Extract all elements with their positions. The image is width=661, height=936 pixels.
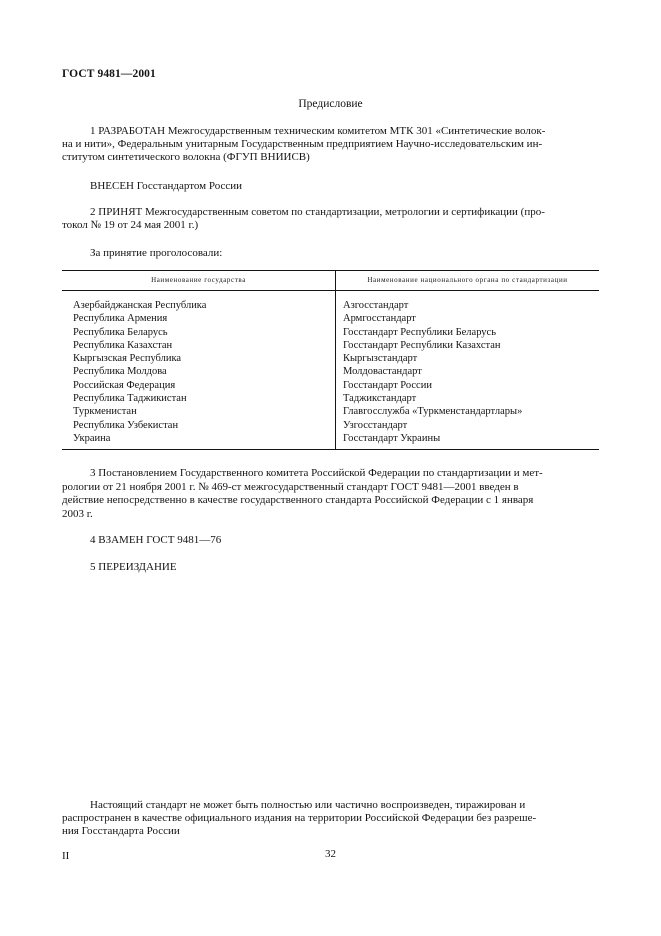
bodies-column <box>336 291 600 450</box>
table-cell: Азгосстандарт <box>343 300 409 311</box>
table-cell: Азербайджанская Республика <box>73 300 207 311</box>
paragraph-line: 2 ПРИНЯТ Межгосударственным советом по стандартизации, метрологии и сертификации (про- <box>90 206 545 218</box>
column-header-state: Наименование государства <box>62 271 336 291</box>
paragraph-replaces: 4 ВЗАМЕН ГОСТ 9481—76 <box>90 534 222 546</box>
paragraph-developed <box>90 125 599 138</box>
paragraph-line: Настоящий стандарт не может быть полностью или частично воспроизведен, тиражирован и <box>90 799 526 811</box>
paragraph-line: токол № 19 от 24 мая 2001 г.) <box>62 219 199 231</box>
paragraph-voted: За принятие проголосовали: <box>90 247 223 259</box>
section-title: Предисловие <box>298 98 363 110</box>
table-cell: Украина <box>73 432 111 444</box>
paragraph-line: распространен в качестве официального издания на территории Российской Федерации без разреше- <box>62 812 537 824</box>
table-cell: Госстандарт Республики Казахстан <box>343 339 501 351</box>
column-header-body: Наименование национального органа по стандартизации <box>336 271 600 291</box>
table-cell: Госстандарт Республики Беларусь <box>343 326 497 338</box>
table-cell: Кыргызская Республика <box>73 353 182 365</box>
table-cell: Узгосстандарт <box>343 419 408 431</box>
paragraph-line: ния Госстандарта России <box>62 825 180 837</box>
paragraph-line: действие непосредственно в качестве государственного стандарта Российской Федерации с 1 января <box>62 494 534 506</box>
paragraph-line: 3 Постановлением Государственного комитета Российской Федерации по стандартизации и мет- <box>90 467 543 479</box>
paragraph-line: рологии от 21 ноября 2001 г. № 469-ст межгосударственный стандарт ГОСТ 9481—2001 введен в <box>62 481 519 493</box>
table-cell: Молдовастандарт <box>343 366 422 378</box>
table-cell: Армгосстандарт <box>343 313 416 325</box>
paragraph-reissue: 5 ПЕРЕИЗДАНИЕ <box>90 561 177 573</box>
table-cell: Республика Беларусь <box>73 326 168 338</box>
page-number: 32 <box>325 848 336 860</box>
table-cell: Российская Федерация <box>73 379 176 391</box>
table-cell: Таджикстандарт <box>343 393 417 405</box>
paragraph-line: 2003 г. <box>62 508 93 520</box>
table-cell: Республика Молдова <box>73 366 167 378</box>
paragraph-line: 1 РАЗРАБОТАН Межгосударственным техническим комитетом МТК 301 «Синтетические волок- <box>90 125 546 137</box>
document-header: ГОСТ 9481—2001 <box>62 68 156 80</box>
paragraph-line: на и нити», Федеральным унитарным Государственным предприятием Научно-исследовательским ин- <box>62 138 543 150</box>
voting-table <box>62 270 599 450</box>
table-cell: Главгосслужба «Туркменстандартлары» <box>343 406 523 418</box>
paragraph-introduced: ВНЕСЕН Госстандартом России <box>90 180 243 192</box>
page-roman-numeral: II <box>62 850 70 862</box>
states-column <box>62 291 336 450</box>
table-cell: Туркменистан <box>73 406 137 418</box>
table-cell: Госстандарт Украины <box>343 432 441 444</box>
paragraph-line: ститутом синтетического волокна (ФГУП ВНИИСВ) <box>62 151 310 163</box>
table-cell: Кыргызстандарт <box>343 353 418 365</box>
table-cell: Республика Узбекистан <box>73 419 179 431</box>
table-cell: Республика Таджикистан <box>73 393 187 405</box>
table-cell: Республика Армения <box>73 313 168 325</box>
table-body <box>62 291 599 450</box>
table-cell: Республика Казахстан <box>73 339 173 351</box>
table-cell: Госстандарт России <box>343 379 432 391</box>
